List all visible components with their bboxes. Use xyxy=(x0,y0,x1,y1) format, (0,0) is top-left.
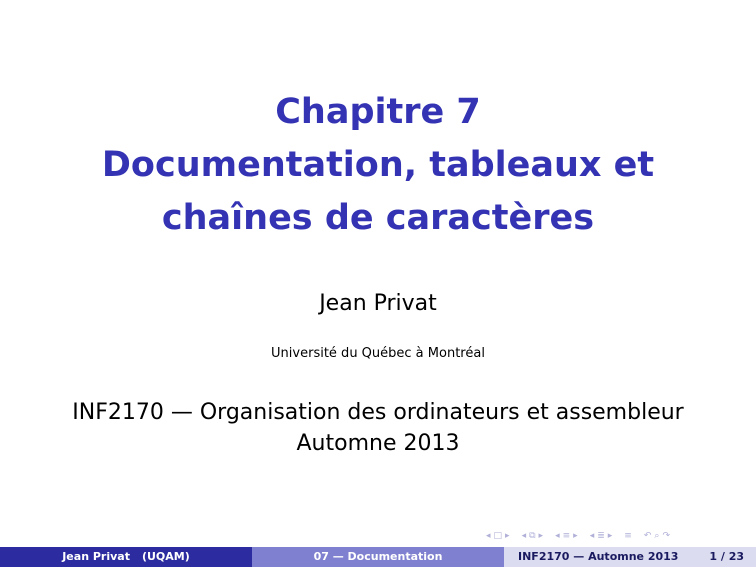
footer-author-box xyxy=(0,547,252,567)
footer-section-box xyxy=(252,547,504,567)
document-section-icon[interactable]: ≣ xyxy=(597,531,605,541)
frame-icon[interactable]: □ xyxy=(493,531,503,541)
back-icon[interactable]: ↶ xyxy=(643,531,652,541)
title-line-3: chaînes de caractères xyxy=(161,198,595,238)
footer-course: INF2170 — Automne 2013 xyxy=(518,550,679,563)
previous-section-icon[interactable]: ◂ xyxy=(555,531,560,541)
institute-name: Université du Québec à Montréal xyxy=(271,346,485,361)
next-frame-icon[interactable]: ▸ xyxy=(505,531,510,541)
search-icon[interactable]: ⌕ xyxy=(654,531,660,541)
subsection-icon[interactable]: ⧉ xyxy=(529,531,536,541)
course-info xyxy=(0,397,756,459)
section-icon[interactable]: ≡ xyxy=(562,531,571,541)
previous-subsection-icon[interactable]: ◂ xyxy=(521,531,527,541)
next-subsection-icon[interactable]: ▸ xyxy=(538,531,544,541)
beamer-navigation-bar xyxy=(486,529,670,543)
footer-author: Jean Privat xyxy=(62,550,130,563)
previous-frame-icon[interactable]: ◂ xyxy=(486,531,491,541)
course-title: INF2170 — Organisation des ordinateurs et assembleur xyxy=(72,400,684,425)
previous-document-section-icon[interactable]: ◂ xyxy=(589,531,595,541)
footer-institute: (UQAM) xyxy=(141,550,190,563)
course-term: Automne 2013 xyxy=(296,431,460,456)
next-section-icon[interactable]: ▸ xyxy=(573,531,578,541)
author-name: Jean Privat xyxy=(319,291,437,316)
presentation-title xyxy=(0,86,756,245)
next-document-section-icon[interactable]: ▸ xyxy=(607,531,613,541)
footer-section: 07 — Documentation xyxy=(313,550,443,563)
document-icon[interactable]: ≡ xyxy=(624,531,632,541)
title-line-1: Chapitre 7 xyxy=(275,92,481,132)
title-line-2: Documentation, tableaux et xyxy=(101,145,655,185)
footer-course-box xyxy=(504,547,756,567)
forward-icon[interactable]: ↷ xyxy=(662,531,670,541)
page-number: 1 / 23 xyxy=(709,550,744,563)
footer-bar xyxy=(0,547,756,567)
